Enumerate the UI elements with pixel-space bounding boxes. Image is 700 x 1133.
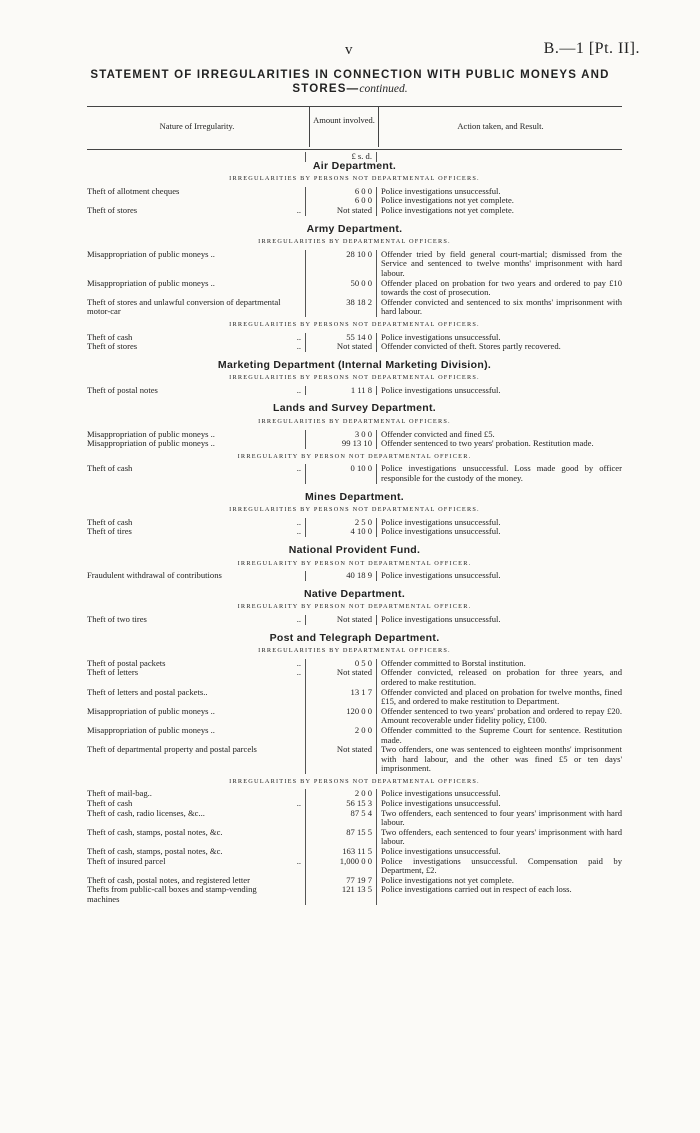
amount-cell: 13 1 7 [305, 688, 377, 707]
action-cell: Police investigations unsuccessful. [381, 846, 501, 857]
nature-cell [87, 464, 305, 483]
department-heading: Marketing Department (Internal Marketing Division). [217, 358, 492, 371]
table-row [87, 250, 622, 279]
leader-dots: .. [296, 526, 301, 537]
action-cell: Offender convicted of theft. Stores partly recovered. [381, 341, 561, 352]
page-number: v [345, 42, 353, 58]
leader-dots [283, 571, 301, 581]
category-label: IRREGULARITIES BY PERSONS NOT DEPARTMENTAL OFFICERS. [229, 175, 480, 183]
nature-text: Misappropriation of public moneys .. [87, 705, 215, 716]
action-cell: Police investigations unsuccessful. Compensation paid by Department, £2. [381, 855, 622, 876]
amount-cell: 40 18 9 [305, 571, 377, 581]
action-cell: Offender tried by field general court-martial; dismissed from the Service and sentenced to twelve months' imprisonment with hard labour. [381, 248, 622, 278]
action-cell: Offender convicted, released on probation for three years, and ordered to make restitution. [381, 667, 622, 687]
amount-cell: 55 14 0 [305, 333, 377, 343]
leader-dots: .. [296, 667, 301, 678]
amount-cell: 6 0 0 [305, 196, 377, 206]
title-continued: continued. [359, 83, 408, 95]
nature-text: Theft of stores [87, 341, 138, 352]
nature-text: Theft of insured parcel [87, 855, 166, 866]
leader-dots [283, 885, 301, 904]
action-cell: Offender sentenced to two years' probation. Restitution made. [381, 438, 594, 449]
amount-cell: 6 0 0 [305, 187, 377, 197]
nature-cell [87, 187, 305, 197]
action-cell: Police investigations unsuccessful. [381, 570, 501, 581]
amount-cell: 0 10 0 [305, 464, 377, 483]
department-heading: Air Department. [312, 159, 397, 172]
amount-cell: Not stated [305, 342, 377, 352]
leader-dots: .. [296, 516, 301, 527]
department-heading: Post and Telegraph Department. [269, 631, 440, 644]
leader-dots [283, 745, 301, 774]
nature-text: Theft of tires [87, 526, 132, 537]
nature-text: Theft of cash, postal notes, and registered letter [87, 874, 250, 885]
nature-text: Theft of two tires [87, 613, 147, 624]
title-line-2-text: STORES— [292, 83, 360, 95]
department-heading: Native Department. [303, 587, 406, 600]
amount-cell: 1,000 0 0 [305, 857, 377, 876]
amount-cell: 2 5 0 [305, 518, 377, 528]
action-cell: Offender sentenced to two years' probation and ordered to repay £20. Amount recoverable under fidelity policy, £100. [381, 705, 622, 726]
table-row [87, 745, 622, 774]
nature-text: Theft of stores and unlawful conversion of departmental motor-car [87, 296, 281, 317]
table-row [87, 571, 622, 581]
department-heading: Lands and Survey Department. [272, 402, 437, 415]
nature-cell [87, 250, 305, 279]
action-cell: Police investigations unsuccessful. [381, 788, 501, 799]
table-row [87, 668, 622, 687]
table-row [87, 707, 622, 726]
nature-text: Theft of cash, radio licenses, &c... [87, 807, 205, 818]
nature-text: Theft of cash, stamps, postal notes, &c. [87, 846, 223, 857]
action-cell: Offender convicted and fined £5. [381, 428, 495, 439]
nature-cell [87, 615, 305, 625]
leader-dots [283, 828, 301, 847]
nature-text: Theft of postal notes [87, 384, 158, 395]
amount-cell: 38 18 2 [305, 298, 377, 317]
action-cell: Police investigations not yet complete. [381, 195, 514, 206]
amount-cell: 120 0 0 [305, 707, 377, 726]
category-label: IRREGULARITIES BY PERSONS NOT DEPARTMENTAL OFFICERS. [229, 374, 480, 382]
nature-text: Theft of cash [87, 463, 133, 474]
title-line-2 [0, 82, 700, 96]
category-label: IRREGULARITY BY PERSON NOT DEPARTMENTAL OFFICER. [237, 452, 472, 460]
nature-cell [87, 809, 305, 828]
nature-cell [87, 386, 305, 396]
department-heading: National Provident Fund. [288, 544, 421, 556]
action-cell: Police investigations unsuccessful. Loss made good by officer responsible for the custody of the money. [381, 463, 622, 484]
action-cell: Police investigations unsuccessful. [381, 526, 501, 537]
table-body [87, 152, 622, 905]
nature-cell [87, 688, 305, 707]
nature-cell [87, 745, 305, 774]
table-row [87, 885, 622, 904]
action-cell: Police investigations not yet complete. [381, 874, 514, 885]
leader-dots [283, 726, 301, 745]
amount-cell: 77 19 7 [305, 876, 377, 886]
nature-text: Theft of mail-bag.. [87, 788, 152, 799]
nature-text: Theft of cash [87, 331, 133, 342]
nature-cell [87, 571, 305, 581]
table-row [87, 342, 622, 352]
table-row [87, 386, 622, 396]
action-cell: Police investigations carried out in respect of each loss. [381, 884, 572, 895]
nature-cell [87, 885, 305, 904]
nature-text: Theft of cash [87, 798, 133, 809]
leader-dots [283, 279, 301, 298]
amount-cell: Not stated [305, 745, 377, 774]
category-label: IRREGULARITIES BY DEPARTMENTAL OFFICERS. [258, 238, 451, 246]
amount-cell: 50 0 0 [305, 279, 377, 298]
nature-text: Misappropriation of public moneys .. [87, 277, 215, 288]
leader-dots [283, 809, 301, 828]
action-cell: Offender convicted and sentenced to six months' imprisonment with hard labour. [381, 296, 622, 317]
nature-text: Misappropriation of public moneys .. [87, 428, 215, 439]
leader-dots [283, 688, 301, 707]
action-cell: Two offenders, each sentenced to four years' imprisonment with hard labour. [381, 826, 622, 847]
nature-cell [87, 668, 305, 687]
table-row [87, 726, 622, 745]
document-reference: B.—1 [Pt. II]. [543, 40, 640, 57]
category-label: IRREGULARITY BY PERSON NOT DEPARTMENTAL OFFICER. [237, 603, 472, 611]
nature-cell [87, 342, 305, 352]
category-label: IRREGULARITIES BY DEPARTMENTAL OFFICERS. [258, 647, 451, 655]
nature-text: Theft of cash, stamps, postal notes, &c. [87, 826, 223, 837]
action-cell: Police investigations unsuccessful. [381, 798, 501, 809]
table-row [87, 615, 622, 625]
leader-dots: .. [296, 798, 301, 809]
leader-dots: .. [296, 384, 301, 395]
amount-cell: 1 11 8 [305, 386, 377, 396]
amount-cell: 0 5 0 [305, 659, 377, 669]
header-action: Action taken, and Result. [457, 121, 544, 131]
table-row [87, 279, 622, 298]
amount-cell: 2 0 0 [305, 789, 377, 799]
amount-cell: 121 13 5 [305, 885, 377, 904]
nature-cell [87, 298, 305, 317]
amount-cell: 163 11 5 [305, 847, 377, 857]
nature-cell [87, 857, 305, 876]
leader-dots: .. [296, 855, 301, 866]
action-cell: Police investigations unsuccessful. [381, 331, 501, 342]
nature-text: Fraudulent withdrawal of contributions [87, 570, 222, 581]
action-cell: Two offenders, each sentenced to four years' imprisonment with hard labour. [381, 807, 622, 828]
table-row [87, 464, 622, 483]
nature-cell [87, 726, 305, 745]
leader-dots: .. [296, 204, 301, 215]
action-cell: Offender convicted and placed on probation for twelve months, fined £15, and ordered to make restitution to Department. [381, 686, 622, 707]
nature-text: Theft of allotment cheques [87, 185, 180, 196]
amount-cell: Not stated [305, 206, 377, 216]
currency-label: £ s. d. [305, 152, 377, 162]
amount-cell: Not stated [305, 668, 377, 687]
table-row [87, 439, 622, 449]
table-row [87, 809, 622, 828]
table-header [87, 106, 622, 150]
action-cell: Police investigations not yet complete. [381, 204, 514, 215]
table-row [87, 828, 622, 847]
amount-cell: 28 10 0 [305, 250, 377, 279]
title-line-1: STATEMENT OF IRREGULARITIES IN CONNECTION WITH PUBLIC MONEYS AND [90, 69, 610, 81]
nature-text: Theft of letters and postal packets.. [87, 686, 208, 697]
nature-cell [87, 206, 305, 216]
leader-dots [283, 298, 301, 317]
leader-dots [283, 430, 301, 440]
amount-cell: 3 0 0 [305, 430, 377, 440]
action-cell: Police investigations unsuccessful. [381, 613, 501, 624]
table-row [87, 298, 622, 317]
action-cell: Two offenders, one was sentenced to eighteen months' imprisonment with hard labour, and the other was fined £5 or ten days' imprisonment. [381, 744, 622, 774]
category-label: IRREGULARITIES BY DEPARTMENTAL OFFICERS. [258, 418, 451, 426]
amount-cell: 56 15 3 [305, 799, 377, 809]
category-label: IRREGULARITY BY PERSON NOT DEPARTMENTAL OFFICER. [237, 559, 472, 567]
nature-text: Misappropriation of public moneys .. [87, 724, 215, 735]
action-cell: Police investigations unsuccessful. [381, 185, 501, 196]
nature-text: Misappropriation of public moneys .. [87, 248, 215, 259]
department-heading: Mines Department. [304, 490, 405, 503]
nature-cell [87, 279, 305, 298]
table-row [87, 527, 622, 537]
leader-dots: .. [296, 613, 301, 624]
leader-dots: .. [296, 463, 301, 474]
table-row [87, 206, 622, 216]
amount-cell: 87 5 4 [305, 809, 377, 828]
department-heading: Army Department. [306, 222, 403, 235]
amount-cell: Not stated [305, 615, 377, 625]
leader-dots [283, 187, 301, 197]
leader-dots: .. [296, 331, 301, 342]
action-cell: Offender committed to the Supreme Court for sentence. Restitution made. [381, 724, 622, 745]
leader-dots: .. [296, 341, 301, 352]
amount-cell: 2 0 0 [305, 726, 377, 745]
nature-text: Misappropriation of public moneys .. [87, 438, 215, 449]
table-row [87, 688, 622, 707]
category-label: IRREGULARITIES BY PERSONS NOT DEPARTMENTAL OFFICERS. [229, 506, 480, 514]
nature-cell [87, 707, 305, 726]
leader-dots [283, 439, 301, 449]
leader-dots: .. [296, 657, 301, 668]
nature-cell [87, 439, 305, 449]
nature-cell [87, 828, 305, 847]
nature-cell [87, 527, 305, 537]
category-label: IRREGULARITIES BY PERSONS NOT DEPARTMENTAL OFFICERS. [229, 320, 480, 328]
nature-text: Theft of postal packets [87, 657, 166, 668]
action-cell: Offender placed on probation for two years and ordered to pay £10 towards the cost of prosecution. [381, 277, 622, 298]
action-cell: Police investigations unsuccessful. [381, 516, 501, 527]
leader-dots [283, 707, 301, 726]
amount-cell: 4 10 0 [305, 527, 377, 537]
nature-text: Theft of departmental property and postal parcels [87, 744, 257, 755]
action-cell: Offender committed to Borstal institution. [381, 657, 526, 668]
header-amount: Amount involved. [309, 107, 379, 147]
amount-cell: 99 13 10 [305, 439, 377, 449]
category-label: IRREGULARITIES BY PERSONS NOT DEPARTMENTAL OFFICERS. [229, 777, 480, 785]
leader-dots [283, 250, 301, 279]
page-title [0, 68, 700, 96]
leader-dots [283, 876, 301, 886]
table-row [87, 857, 622, 876]
nature-text: Theft of letters [87, 667, 139, 678]
header-nature: Nature of Irregularity. [159, 121, 235, 131]
nature-text: Theft of stores [87, 204, 138, 215]
nature-text: Theft of cash [87, 516, 133, 527]
nature-text: Thefts from public-call boxes and stamp-vending machines [87, 884, 257, 904]
action-cell: Police investigations unsuccessful. [381, 384, 501, 395]
amount-cell: 87 15 5 [305, 828, 377, 847]
